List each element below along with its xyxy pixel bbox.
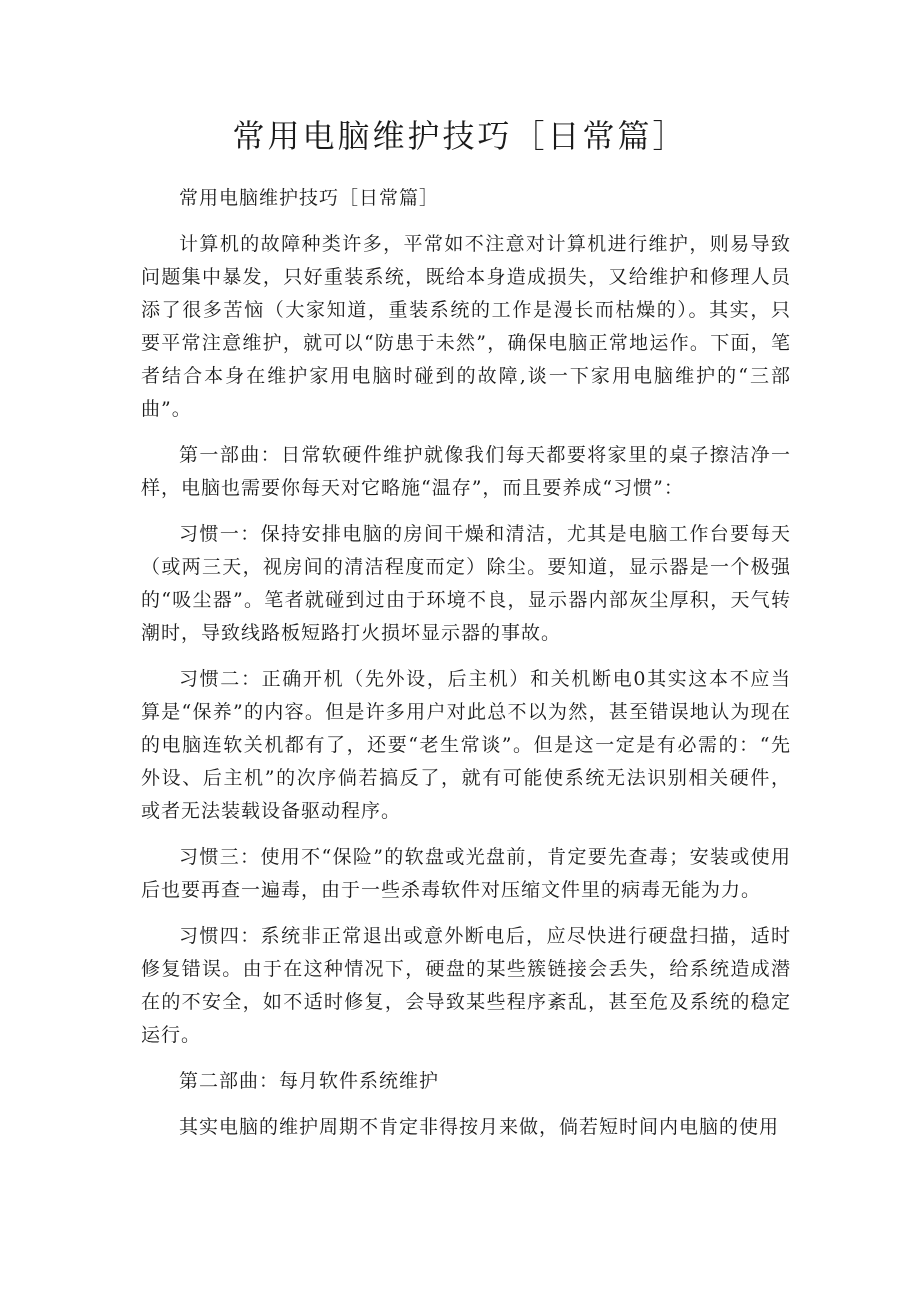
paragraph-habit-three: 习惯三：使用不“保险”的软盘或光盘前，肯定要先查毒；安装或使用后也要再查一遍毒，由于一些杀毒软件对压缩文件里的病毒无能为力。 — [141, 846, 791, 901]
paragraph-part-one: 第一部曲：日常软硬件维护就像我们每天都要将家里的桌子擦洁净一样，电脑也需要你每天对它略施“温存”，而且要养成“习惯”： — [141, 444, 791, 499]
document-title: 常用电脑维护技巧［日常篇］ — [232, 117, 688, 155]
paragraph-part-two-intro: 其实电脑的维护周期不肯定非得按月来做，倘若短时间内电脑的使用 — [179, 1116, 780, 1138]
document-body — [141, 182, 791, 1157]
paragraph-intro: 计算机的故障种类许多，平常如不注意对计算机进行维护，则易导致问题集中暴发，只好重装系统，既给本身造成损失，又给维护和修理人员添了很多苦恼（大家知道，重装系统的工作是漫长而枯燥的）。其实，只要平常注意维护，就可以“防患于未然”，确保电脑正常地运作。下面，笔者结合本身在维护家用电脑时碰到的故障,谈一下家用电脑维护的“三部曲”。 — [141, 233, 791, 420]
paragraph-habit-four: 习惯四：系统非正常退出或意外断电后，应尽快进行硬盘扫描，适时修复错误。由于在这种情况下，硬盘的某些簇链接会丢失，给系统造成潜在的不安全，如不适时修复，会导致某些程序紊乱，甚至危及系统的稳定运行。 — [141, 925, 791, 1046]
paragraph-habit-one: 习惯一：保持安排电脑的房间干燥和清洁，尤其是电脑工作台要每天（或两三天，视房间的清洁程度而定）除尘。要知道，显示器是一个极强的“吸尘器”。笔者就碰到过由于环境不良，显示器内部灰尘厚积，天气转潮时，导致线路板短路打火损坏显示器的事故。 — [141, 523, 791, 644]
paragraph-habit-two: 习惯二：正确开机（先外设，后主机）和关机断电0其实这本不应当算是“保养”的内容。但是许多用户对此总不以为然，甚至错误地认为现在的电脑连软关机都有了，还要“老生常谈”。但是这一定是有必需的：“先外设、后主机”的次序倘若搞反了，就有可能使系统无法识别相关硬件，或者无法装载设备驱动程序。 — [141, 668, 791, 822]
paragraph-part-two: 第二部曲：每月软件系统维护 — [179, 1070, 440, 1092]
paragraph-subtitle: 常用电脑维护技巧［日常篇］ — [179, 187, 440, 209]
